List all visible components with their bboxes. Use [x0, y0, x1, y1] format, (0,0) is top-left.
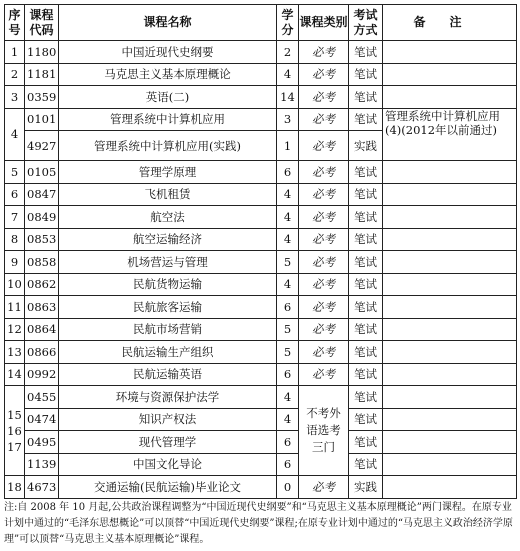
- name-cell: 交通运输(民航运输)毕业论文: [59, 476, 277, 499]
- type-cell: 必考: [299, 161, 349, 184]
- seq-cell: 14: [5, 363, 25, 386]
- credit-cell: 4: [277, 183, 299, 206]
- header-type: 课程类别: [299, 5, 349, 41]
- exam-cell: 笔试: [349, 251, 383, 274]
- name-cell: 航空法: [59, 206, 277, 229]
- type-cell: 必考: [299, 183, 349, 206]
- seq-cell: 4: [5, 108, 25, 161]
- exam-cell: 笔试: [349, 161, 383, 184]
- type-cell: 必考: [299, 206, 349, 229]
- credit-cell: 5: [277, 341, 299, 364]
- code-cell: 0864: [25, 318, 59, 341]
- name-cell: 民航旅客运输: [59, 296, 277, 319]
- type-cell: 必考: [299, 131, 349, 161]
- header-row: [5, 5, 517, 41]
- header-exam: 考试方式: [349, 5, 383, 41]
- type-cell: 必考: [299, 341, 349, 364]
- type-cell: 必考: [299, 363, 349, 386]
- name-cell: 现代管理学: [59, 431, 277, 454]
- note-cell: [383, 408, 517, 431]
- name-cell: 中国近现代史纲要: [59, 41, 277, 64]
- credit-cell: 0: [277, 476, 299, 499]
- name-cell: 中国文化导论: [59, 453, 277, 476]
- type-cell: 必考: [299, 476, 349, 499]
- credit-cell: 4: [277, 273, 299, 296]
- header-notes: 备注: [383, 5, 517, 41]
- exam-cell: 笔试: [349, 183, 383, 206]
- seq-cell: 7: [5, 206, 25, 229]
- code-cell: 0863: [25, 296, 59, 319]
- exam-cell: 笔试: [349, 386, 383, 409]
- table-row: [5, 476, 517, 499]
- note-cell: [383, 318, 517, 341]
- code-cell: 4673: [25, 476, 59, 499]
- name-cell: 马克思主义基本原理概论: [59, 63, 277, 86]
- note-cell: [383, 161, 517, 184]
- note-cell: [383, 63, 517, 86]
- note-cell: [383, 476, 517, 499]
- table-row: [5, 273, 517, 296]
- code-cell: 0105: [25, 161, 59, 184]
- credit-cell: 3: [277, 108, 299, 131]
- name-cell: 飞机租赁: [59, 183, 277, 206]
- credit-cell: 6: [277, 161, 299, 184]
- table-row: [5, 341, 517, 364]
- type-cell: 必考: [299, 228, 349, 251]
- note-cell: [383, 206, 517, 229]
- code-cell: 1139: [25, 453, 59, 476]
- code-cell: 0847: [25, 183, 59, 206]
- table-row: [5, 63, 517, 86]
- table-row: [5, 408, 517, 431]
- note-cell: [383, 341, 517, 364]
- name-cell: 民航货物运输: [59, 273, 277, 296]
- note-cell: [383, 431, 517, 454]
- table-row: [5, 453, 517, 476]
- seq-cell: 12: [5, 318, 25, 341]
- name-cell: 航空运输经济: [59, 228, 277, 251]
- code-cell: 0858: [25, 251, 59, 274]
- table-row: [5, 431, 517, 454]
- credit-cell: 2: [277, 41, 299, 64]
- credit-cell: 5: [277, 251, 299, 274]
- exam-cell: 笔试: [349, 41, 383, 64]
- note-cell: [383, 386, 517, 409]
- name-cell: 知识产权法: [59, 408, 277, 431]
- table-row: [5, 228, 517, 251]
- code-cell: 0853: [25, 228, 59, 251]
- note-cell: [383, 453, 517, 476]
- code-cell: 0359: [25, 86, 59, 109]
- exam-cell: 笔试: [349, 431, 383, 454]
- note-cell: [383, 41, 517, 64]
- code-cell: 0992: [25, 363, 59, 386]
- name-cell: 管理系统中计算机应用: [59, 108, 277, 131]
- table-row: [5, 318, 517, 341]
- table-row: [5, 86, 517, 109]
- credit-cell: 6: [277, 363, 299, 386]
- credit-cell: 4: [277, 63, 299, 86]
- seq-cell: 5: [5, 161, 25, 184]
- exam-cell: 笔试: [349, 206, 383, 229]
- type-cell: 必考: [299, 108, 349, 131]
- exam-cell: 笔试: [349, 63, 383, 86]
- code-cell: 0849: [25, 206, 59, 229]
- note-cell: [383, 86, 517, 109]
- note-cell: [383, 273, 517, 296]
- header-seq: 序号: [5, 5, 25, 41]
- table-row: [5, 206, 517, 229]
- exam-cell: 实践: [349, 131, 383, 161]
- code-cell: 0495: [25, 431, 59, 454]
- exam-cell: 笔试: [349, 228, 383, 251]
- exam-cell: 笔试: [349, 86, 383, 109]
- name-cell: 机场营运与管理: [59, 251, 277, 274]
- code-cell: 0866: [25, 341, 59, 364]
- credit-cell: 4: [277, 228, 299, 251]
- seq-cell: 11: [5, 296, 25, 319]
- code-cell: 4927: [25, 131, 59, 161]
- credit-cell: 6: [277, 431, 299, 454]
- name-cell: 管理学原理: [59, 161, 277, 184]
- type-cell: 必考: [299, 296, 349, 319]
- credit-cell: 1: [277, 131, 299, 161]
- table-row: [5, 386, 517, 409]
- type-cell: 必考: [299, 318, 349, 341]
- footnote: 注:自 2008 年 10 月起,公共政治课程调整为“中国近现代史纲要”和“马克思主义基本原理概论”两门课程。在原专业计划中通过的“毛泽东思想概论”可以顶替“中国近现代史纲要”课程;在原专业计划中通过的“马克思主义政治经济学原理”可以顶替“马克思主义基本原理概论”课程。: [4, 502, 513, 545]
- code-cell: 0862: [25, 273, 59, 296]
- code-cell: 0474: [25, 408, 59, 431]
- elective-type-cell: 不考外语选考三门: [299, 386, 349, 476]
- seq-cell: 6: [5, 183, 25, 206]
- credit-cell: 14: [277, 86, 299, 109]
- name-cell: 英语(二): [59, 86, 277, 109]
- name-cell: 民航市场营销: [59, 318, 277, 341]
- table-row: [5, 296, 517, 319]
- header-code: 课程代码: [25, 5, 59, 41]
- credit-cell: 4: [277, 386, 299, 409]
- header-name: 课程名称: [59, 5, 277, 41]
- exam-cell: 笔试: [349, 273, 383, 296]
- note-cell: 管理系统中计算机应用(4)(2012年以前通过): [383, 108, 517, 161]
- table-row: [5, 41, 517, 64]
- name-cell: 环境与资源保护法学: [59, 386, 277, 409]
- name-cell: 管理系统中计算机应用(实践): [59, 131, 277, 161]
- credit-cell: 5: [277, 318, 299, 341]
- table-row: [5, 251, 517, 274]
- note-cell: [383, 183, 517, 206]
- seq-cell: 8: [5, 228, 25, 251]
- seq-cell: 2: [5, 63, 25, 86]
- exam-cell: 笔试: [349, 318, 383, 341]
- credit-cell: 6: [277, 453, 299, 476]
- note-cell: [383, 363, 517, 386]
- type-cell: 必考: [299, 41, 349, 64]
- type-cell: 必考: [299, 63, 349, 86]
- table-row: [5, 183, 517, 206]
- curriculum-table: [4, 4, 517, 499]
- exam-cell: 实践: [349, 476, 383, 499]
- note-cell: [383, 251, 517, 274]
- note-cell: [383, 296, 517, 319]
- exam-cell: 笔试: [349, 408, 383, 431]
- seq-cell: 15 16 17: [5, 386, 25, 476]
- exam-cell: 笔试: [349, 363, 383, 386]
- seq-cell: 1: [5, 41, 25, 64]
- seq-cell: 3: [5, 86, 25, 109]
- table-row: [5, 363, 517, 386]
- credit-cell: 4: [277, 408, 299, 431]
- seq-cell: 10: [5, 273, 25, 296]
- note-cell: [383, 228, 517, 251]
- code-cell: 1181: [25, 63, 59, 86]
- exam-cell: 笔试: [349, 453, 383, 476]
- name-cell: 民航运输生产组织: [59, 341, 277, 364]
- exam-cell: 笔试: [349, 341, 383, 364]
- exam-cell: 笔试: [349, 296, 383, 319]
- exam-cell: 笔试: [349, 108, 383, 131]
- code-cell: 0455: [25, 386, 59, 409]
- credit-cell: 6: [277, 296, 299, 319]
- table-row: [5, 108, 517, 131]
- name-cell: 民航运输英语: [59, 363, 277, 386]
- table-row: [5, 161, 517, 184]
- seq-cell: 9: [5, 251, 25, 274]
- type-cell: 必考: [299, 273, 349, 296]
- seq-cell: 13: [5, 341, 25, 364]
- credit-cell: 4: [277, 206, 299, 229]
- type-cell: 必考: [299, 86, 349, 109]
- header-credit: 学分: [277, 5, 299, 41]
- code-cell: 1180: [25, 41, 59, 64]
- type-cell: 必考: [299, 251, 349, 274]
- seq-cell: 18: [5, 476, 25, 499]
- code-cell: 0101: [25, 108, 59, 131]
